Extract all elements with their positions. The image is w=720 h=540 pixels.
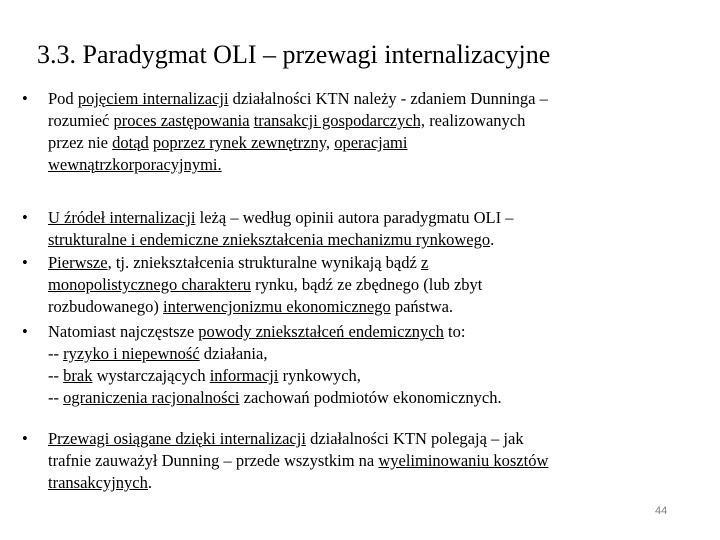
text-line	[48, 365, 718, 387]
text-segment: realizowanych	[425, 111, 526, 130]
text-segment: Pod	[48, 89, 78, 108]
underlined-term: wewnątrzkorporacyjnymi.	[48, 155, 222, 174]
bullet-text-3	[48, 252, 718, 318]
underlined-term: interwencjonizmu ekonomicznego	[163, 297, 391, 316]
text-segment: --	[48, 344, 64, 363]
text-segment: wystarczających	[92, 366, 210, 385]
bullet-marker-4: •	[22, 322, 28, 341]
underlined-term: poprzez rynek zewnętrzny,	[152, 133, 331, 152]
text-segment: Natomiast najczęstsze	[48, 322, 199, 341]
page-number: 44	[655, 505, 668, 517]
bullet-marker-1: •	[22, 89, 28, 108]
text-segment: działalności KTN należy - zdaniem Dunninga –	[228, 89, 548, 108]
text-segment: rozbudowanego)	[48, 297, 164, 316]
underlined-term: dotąd	[112, 133, 149, 152]
underlined-term: pojęciem internalizacji	[77, 89, 229, 108]
underlined-term: transakcyjnych	[48, 473, 148, 492]
text-line	[48, 110, 718, 132]
underlined-term: operacjami	[334, 133, 408, 152]
text-line	[48, 154, 718, 176]
text-line	[48, 296, 718, 318]
underlined-term: brak	[63, 366, 93, 385]
text-segment: , tj. zniekształcenia strukturalne wynikają bądź	[107, 253, 421, 272]
underlined-term: powody zniekształceń endemicznych	[198, 322, 444, 341]
text-line	[48, 321, 718, 343]
text-segment: zachowań podmiotów ekonomicznych.	[239, 388, 502, 407]
text-segment: działania,	[199, 344, 268, 363]
text-segment: .	[147, 473, 153, 492]
text-segment: działalności KTN polegają – jak	[305, 429, 524, 448]
underlined-term: wyeliminowaniu kosztów	[378, 451, 549, 470]
bullet-marker-3: •	[22, 253, 28, 272]
underlined-term: ograniczenia racjonalności	[63, 388, 240, 407]
underlined-term: ryzyko i niepewność	[63, 344, 200, 363]
text-line	[48, 387, 718, 409]
bullet-text-1	[48, 88, 718, 176]
text-line	[48, 343, 718, 365]
text-segment: rynkowych,	[278, 366, 361, 385]
text-segment: rozumieć	[48, 111, 114, 130]
bullet-text-5	[48, 428, 718, 494]
text-segment: leżą – według opinii autora paradygmatu OLI –	[195, 208, 514, 227]
text-segment: --	[48, 366, 64, 385]
underlined-term: proces zastępowania	[113, 111, 250, 130]
bullet-marker-5: •	[22, 429, 28, 448]
text-line	[48, 88, 718, 110]
text-line	[48, 450, 718, 472]
text-segment: --	[48, 388, 64, 407]
text-line	[48, 132, 718, 154]
text-line	[48, 472, 718, 494]
bullet-text-4	[48, 321, 718, 409]
underlined-term: strukturalne i endemiczne zniekształcenia mechanizmu rynkowego	[48, 230, 491, 249]
underlined-term: Pierwsze	[48, 253, 108, 272]
underlined-term: transakcji gospodarczych,	[253, 111, 426, 130]
text-line	[48, 229, 718, 251]
text-segment: .	[490, 230, 495, 249]
text-line	[48, 274, 718, 296]
text-line	[48, 207, 718, 229]
underlined-term: Przewagi osiągane dzięki internalizacji	[48, 429, 306, 448]
text-line	[48, 252, 718, 274]
bullet-marker-2: •	[22, 208, 28, 227]
underlined-term: U źródeł internalizacji	[48, 208, 196, 227]
text-segment: to:	[443, 322, 466, 341]
text-segment: państwa.	[390, 297, 454, 316]
text-segment: trafnie zauważył Dunning – przede wszystkim na	[48, 451, 379, 470]
text-segment: przez nie	[48, 133, 113, 152]
underlined-term: informacji	[209, 366, 279, 385]
slide-title: 3.3. Paradygmat OLI – przewagi internalizacyjne	[37, 40, 551, 69]
underlined-term: z	[420, 253, 429, 272]
underlined-term: monopolistycznego charakteru	[48, 275, 251, 294]
text-line	[48, 428, 718, 450]
bullet-text-2	[48, 207, 718, 251]
text-segment: rynku, bądź ze zbędnego (lub zbyt	[250, 275, 483, 294]
